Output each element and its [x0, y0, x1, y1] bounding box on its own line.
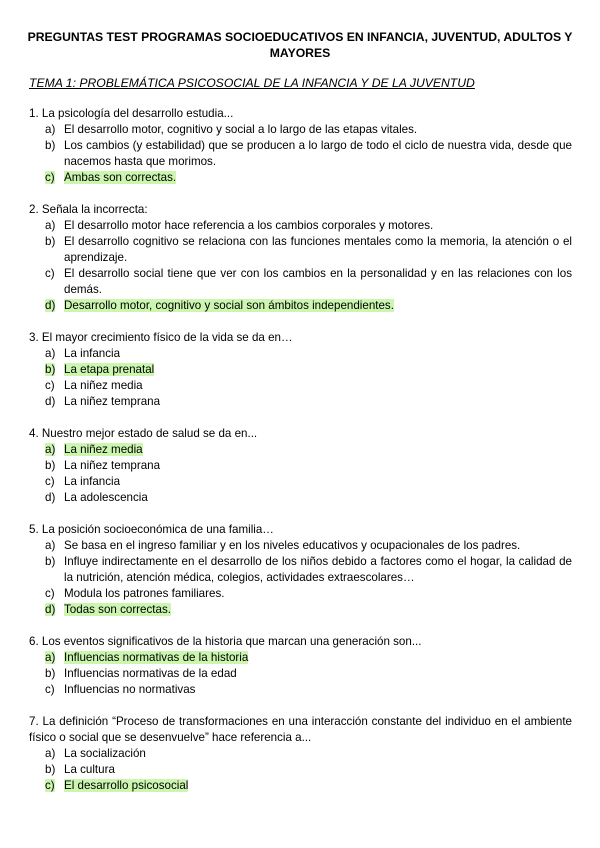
option-letter: [45, 298, 55, 314]
option-text: La niñez temprana: [64, 395, 161, 408]
option-d-correct: [29, 298, 572, 314]
option-b: [29, 666, 572, 682]
question-3: [29, 330, 572, 410]
option-text: Modula los patrones familiares.: [64, 587, 225, 600]
question-7: [29, 714, 572, 794]
answer-highlight: El desarrollo psicosocial: [64, 779, 189, 792]
option-letter: a): [45, 539, 56, 552]
option-b: [29, 458, 572, 474]
answer-highlight: Todas son correctas.: [64, 603, 171, 616]
option-letter: c): [45, 475, 55, 488]
option-letter: d): [45, 491, 56, 504]
document-title: PREGUNTAS TEST PROGRAMAS SOCIOEDUCATIVOS EN INFANCIA, JUVENTUD, ADULTOS Y MAYORES: [27, 30, 573, 60]
option-letter: [45, 778, 55, 794]
option-text: Se basa en el ingreso familiar y en los niveles educativos y ocupacionales de los padres.: [64, 539, 521, 552]
question-1: [29, 106, 572, 186]
question-stem: 1. La psicología del desarrollo estudia...: [29, 107, 234, 120]
option-letter: [45, 442, 55, 458]
option-letter: [45, 170, 55, 186]
option-letter: b): [45, 667, 56, 680]
question-stem: 4. Nuestro mejor estado de salud se da en...: [29, 427, 258, 440]
option-text: La niñez media: [64, 379, 143, 392]
answer-highlight: c): [45, 779, 55, 792]
answer-highlight: La niñez media: [64, 443, 143, 456]
answer-highlight: Ambas son correctas.: [64, 171, 177, 184]
option-text: [64, 170, 572, 186]
option-letter: a): [45, 219, 56, 232]
question-stem: 3. El mayor crecimiento físico de la vida se da en…: [29, 331, 293, 344]
option-letter: b): [45, 235, 56, 248]
option-text: El desarrollo social tiene que ver con los cambios en la personalidad y en las relaciones con los demás.: [64, 267, 572, 296]
option-a-correct: [29, 650, 572, 666]
option-text: Los cambios (y estabilidad) que se producen a lo largo de todo el ciclo de nuestra vida, desde que nacemos hasta que morimos.: [64, 139, 572, 168]
option-c: [29, 682, 572, 698]
question-2: [29, 202, 572, 314]
option-text: La niñez temprana: [64, 459, 161, 472]
option-b: [29, 554, 572, 586]
option-a: [29, 346, 572, 362]
option-letter: c): [45, 267, 55, 280]
option-text: [64, 442, 572, 458]
option-text: Influencias normativas de la edad: [64, 667, 237, 680]
option-letter: c): [45, 683, 55, 696]
question-stem: 7. La definición “Proceso de transformaciones en una interacción constante del individuo en el ambiente físico o social que se desenvuelve” hace referencia a...: [29, 715, 572, 744]
question-4: [29, 426, 572, 506]
option-a: [29, 538, 572, 554]
option-letter: b): [45, 763, 56, 776]
option-text: La cultura: [64, 763, 115, 776]
question-stem: 2. Señala la incorrecta:: [29, 203, 148, 216]
answer-highlight: d): [45, 299, 56, 312]
option-letter: b): [45, 139, 56, 152]
option-text: El desarrollo motor, cognitivo y social a lo largo de las etapas vitales.: [64, 123, 418, 136]
option-c-correct: [29, 778, 572, 794]
question-5: [29, 522, 572, 618]
answer-highlight: Influencias normativas de la historia: [64, 651, 249, 664]
option-text: El desarrollo motor hace referencia a los cambios corporales y motores.: [64, 219, 434, 232]
option-text: La infancia: [64, 347, 121, 360]
option-text: Influencias no normativas: [64, 683, 196, 696]
question-6: [29, 634, 572, 698]
option-d: [29, 490, 572, 506]
option-text: [64, 298, 572, 314]
option-b-correct: [29, 362, 572, 378]
option-b: [29, 138, 572, 170]
option-a: [29, 122, 572, 138]
answer-highlight: Desarrollo motor, cognitivo y social son ámbitos independientes.: [64, 299, 394, 312]
option-text: [64, 650, 572, 666]
answer-highlight: c): [45, 171, 55, 184]
answer-highlight: b): [45, 363, 56, 376]
option-letter: a): [45, 347, 56, 360]
option-text: La socialización: [64, 747, 146, 760]
option-text: [64, 362, 572, 378]
option-c: [29, 266, 572, 298]
answer-highlight: a): [45, 443, 56, 456]
option-c-correct: [29, 170, 572, 186]
option-b: [29, 234, 572, 266]
option-d-correct: [29, 602, 572, 618]
option-letter: c): [45, 379, 55, 392]
option-letter: d): [45, 395, 56, 408]
answer-highlight: d): [45, 603, 56, 616]
question-stem: 6. Los eventos significativos de la historia que marcan una generación son...: [29, 635, 422, 648]
option-c: [29, 586, 572, 602]
option-c: [29, 378, 572, 394]
option-b: [29, 762, 572, 778]
option-letter: [45, 362, 55, 378]
option-text: El desarrollo cognitivo se relaciona con las funciones mentales como la memoria, la atención o el aprendizaje.: [64, 235, 572, 264]
option-text: La adolescencia: [64, 491, 148, 504]
section-subtitle: TEMA 1: PROBLEMÁTICA PSICOSOCIAL DE LA INFANCIA Y DE LA JUVENTUD: [29, 76, 475, 90]
question-stem: 5. La posición socioeconómica de una familia…: [29, 523, 274, 536]
option-letter: [45, 650, 55, 666]
answer-highlight: La etapa prenatal: [64, 363, 155, 376]
option-a: [29, 746, 572, 762]
option-letter: [45, 602, 55, 618]
option-text: Influye indirectamente en el desarrollo de los niños debido a factores como el hogar, la calidad de la nutrición, atención médica, colegios, actividades extraescolares…: [64, 555, 572, 584]
option-text: La infancia: [64, 475, 121, 488]
option-letter: b): [45, 459, 56, 472]
option-letter: c): [45, 587, 55, 600]
answer-highlight: a): [45, 651, 56, 664]
option-text: [64, 602, 572, 618]
option-letter: a): [45, 747, 56, 760]
option-a-correct: [29, 442, 572, 458]
option-a: [29, 218, 572, 234]
option-c: [29, 474, 572, 490]
option-text: [64, 778, 572, 794]
option-letter: a): [45, 123, 56, 136]
option-letter: b): [45, 555, 56, 568]
option-d: [29, 394, 572, 410]
